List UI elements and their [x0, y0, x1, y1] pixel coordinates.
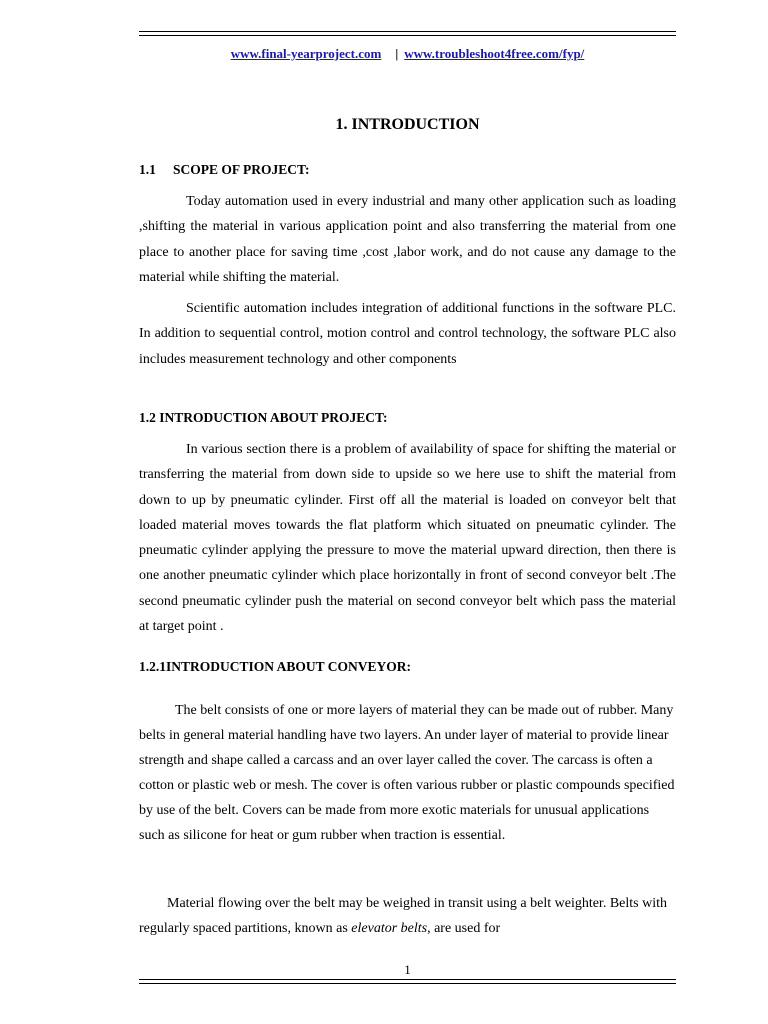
paragraph-conveyor-1: The belt consists of one or more layers of material they can be made out of rubber. Many belts in general material handling have two layers. An under layer of material to provide linear strength and shape called a carcass and an over layer called the cover. The carcass is often a cotton or plastic web or mesh. The cover is often various rubber or plastic compounds specified by use of the belt. Covers can be made from more exotic materials for unusual applications such as silicone for heat or gum rubber when traction is essential.: [139, 703, 675, 843]
header-link-final-yearproject[interactable]: www.final-yearproject.com: [230, 46, 382, 61]
paragraph-scope-1: Today automation used in every industrial and many other application such as loading ,shifting the material in various application point and also transferring the material from one place to another place for saving time ,cost ,labor work, and do not cause any damage to the material while shifting the material.: [139, 194, 676, 285]
top-rule-inner: [139, 35, 676, 36]
section-heading-scope: [139, 162, 310, 178]
paragraph-conveyor-2-text: Material flowing over the belt may be weighed in transit using a belt weighter. Belts with regularly spaced partitions, known as: [139, 896, 667, 936]
paragraph-intro-project: In various section there is a problem of availability of space for shifting the material or transferring the material from down side to upside so we here use to shift the material from down to up by pneumatic cylinder. First off all the material is loaded on conveyor belt that loaded material moves towards the flat platform which situated on pneumatic cylinder. The pneumatic cylinder applying the pressure to move the material upward direction, then there is one another pneumatic cylinder which place horizontally in front of second conveyor belt .The second pneumatic cylinder push the material on second conveyor belt which pass the material at target point .: [139, 442, 676, 635]
paragraph-scope-2: Scientific automation includes integration of additional functions in the software PLC. In addition to sequential control, motion control and control technology, the software PLC also includes measurement technology and other components: [139, 301, 676, 367]
section-heading-intro-conveyor: 1.2.1INTRODUCTION ABOUT CONVEYOR:: [139, 659, 412, 674]
page-header: [139, 46, 676, 62]
page-number: 1: [404, 962, 411, 977]
page-title: 1. INTRODUCTION: [335, 116, 480, 133]
bottom-rule-inner: [139, 983, 676, 984]
paragraph-conveyor-2-tail: , are used for: [427, 921, 501, 936]
bottom-rule-outer: [139, 979, 676, 980]
top-rule-outer: [139, 31, 676, 32]
header-link-troubleshoot4free[interactable]: www.troubleshoot4free.com/fyp/: [404, 46, 585, 61]
paragraph-conveyor-2: [139, 891, 676, 941]
header-separator: |: [395, 46, 399, 61]
section-heading-text: SCOPE OF PROJECT:: [173, 162, 310, 177]
section-number: 1.1: [139, 162, 156, 177]
paragraph-conveyor-2-italic: elevator belts: [351, 921, 428, 936]
section-heading-intro-project: 1.2 INTRODUCTION ABOUT PROJECT:: [139, 410, 388, 425]
